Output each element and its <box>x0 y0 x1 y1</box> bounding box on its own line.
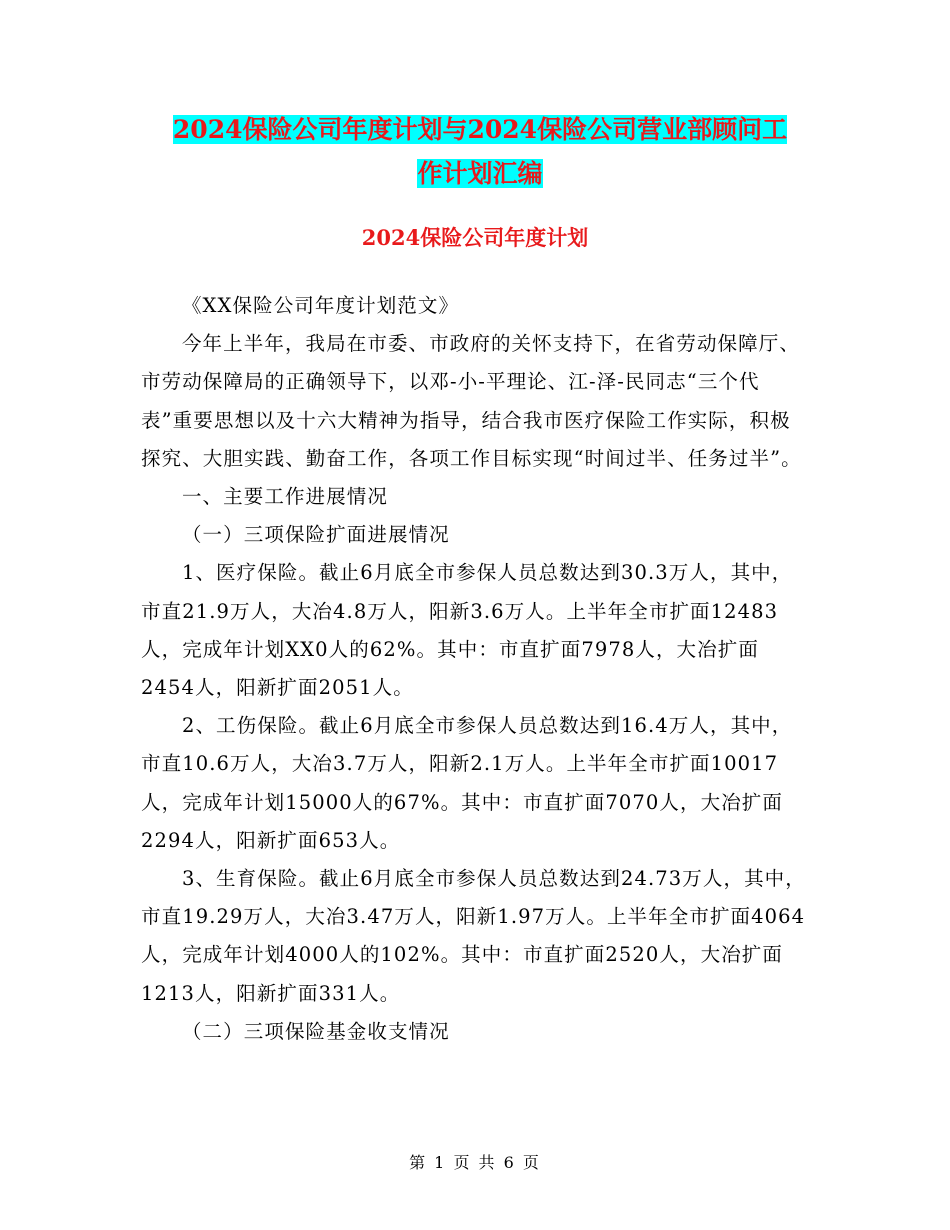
paragraph-source: 《XX保险公司年度计划范文》 <box>181 294 460 317</box>
paragraph-intro: 今年上半年，我局在市委、市政府的关怀支持下，在省劳动保障厅、市劳动保障局的正确领导下，以邓-小-平理论、江-泽-民同志“三个代表”重要思想以及十六大精神为指导，结合我市医疗保险工作实际，积极探究、大胆实践、勤奋工作，各项工作目标实现“时间过半、任务过半”。 <box>141 332 802 470</box>
paragraph-medical-insurance: 1、医疗保险。截止6月底全市参保人员总数达到30.3万人，其中，市直21.9万人，大冶4.8万人，阳新3.6万人。上半年全市扩面12483人，完成年计划XX0人的62%。其中：市直扩面7978人，大冶扩面2454人，阳新扩面2051人。 <box>141 561 793 700</box>
document-title-line-1: 2024保险公司年度计划与2024保险公司营业部顾问工 <box>172 115 788 144</box>
document-body <box>141 287 809 1051</box>
page-footer: 第 1 页 共 6 页 <box>409 1153 541 1172</box>
paragraph-work-injury-insurance: 2、工伤保险。截止6月底全市参保人员总数达到16.4万人，其中，市直10.6万人，大冶3.7万人，阳新2.1万人。上半年全市扩面10017人，完成年计划15000人的67%。其中：市直扩面7070人，大冶扩面2294人，阳新扩面653人。 <box>141 714 793 852</box>
heading-fund: （二）三项保险基金收支情况 <box>181 1019 450 1043</box>
document-title-line-2: 作计划汇编 <box>417 159 543 188</box>
paragraph-maternity-insurance: 3、生育保险。截止6月底全市参保人员总数达到24.73万人，其中，市直19.29万人，大冶3.47万人，阳新1.97万人。上半年全市扩面4064人，完成年计划4000人的102%。其中：市直扩面2520人，大冶扩面1213人，阳新扩面331人。 <box>141 867 806 1005</box>
heading-main-progress: 一、主要工作进展情况 <box>181 485 388 509</box>
heading-expansion: （一）三项保险扩面进展情况 <box>181 523 450 547</box>
section-title: 2024保险公司年度计划 <box>361 225 589 250</box>
